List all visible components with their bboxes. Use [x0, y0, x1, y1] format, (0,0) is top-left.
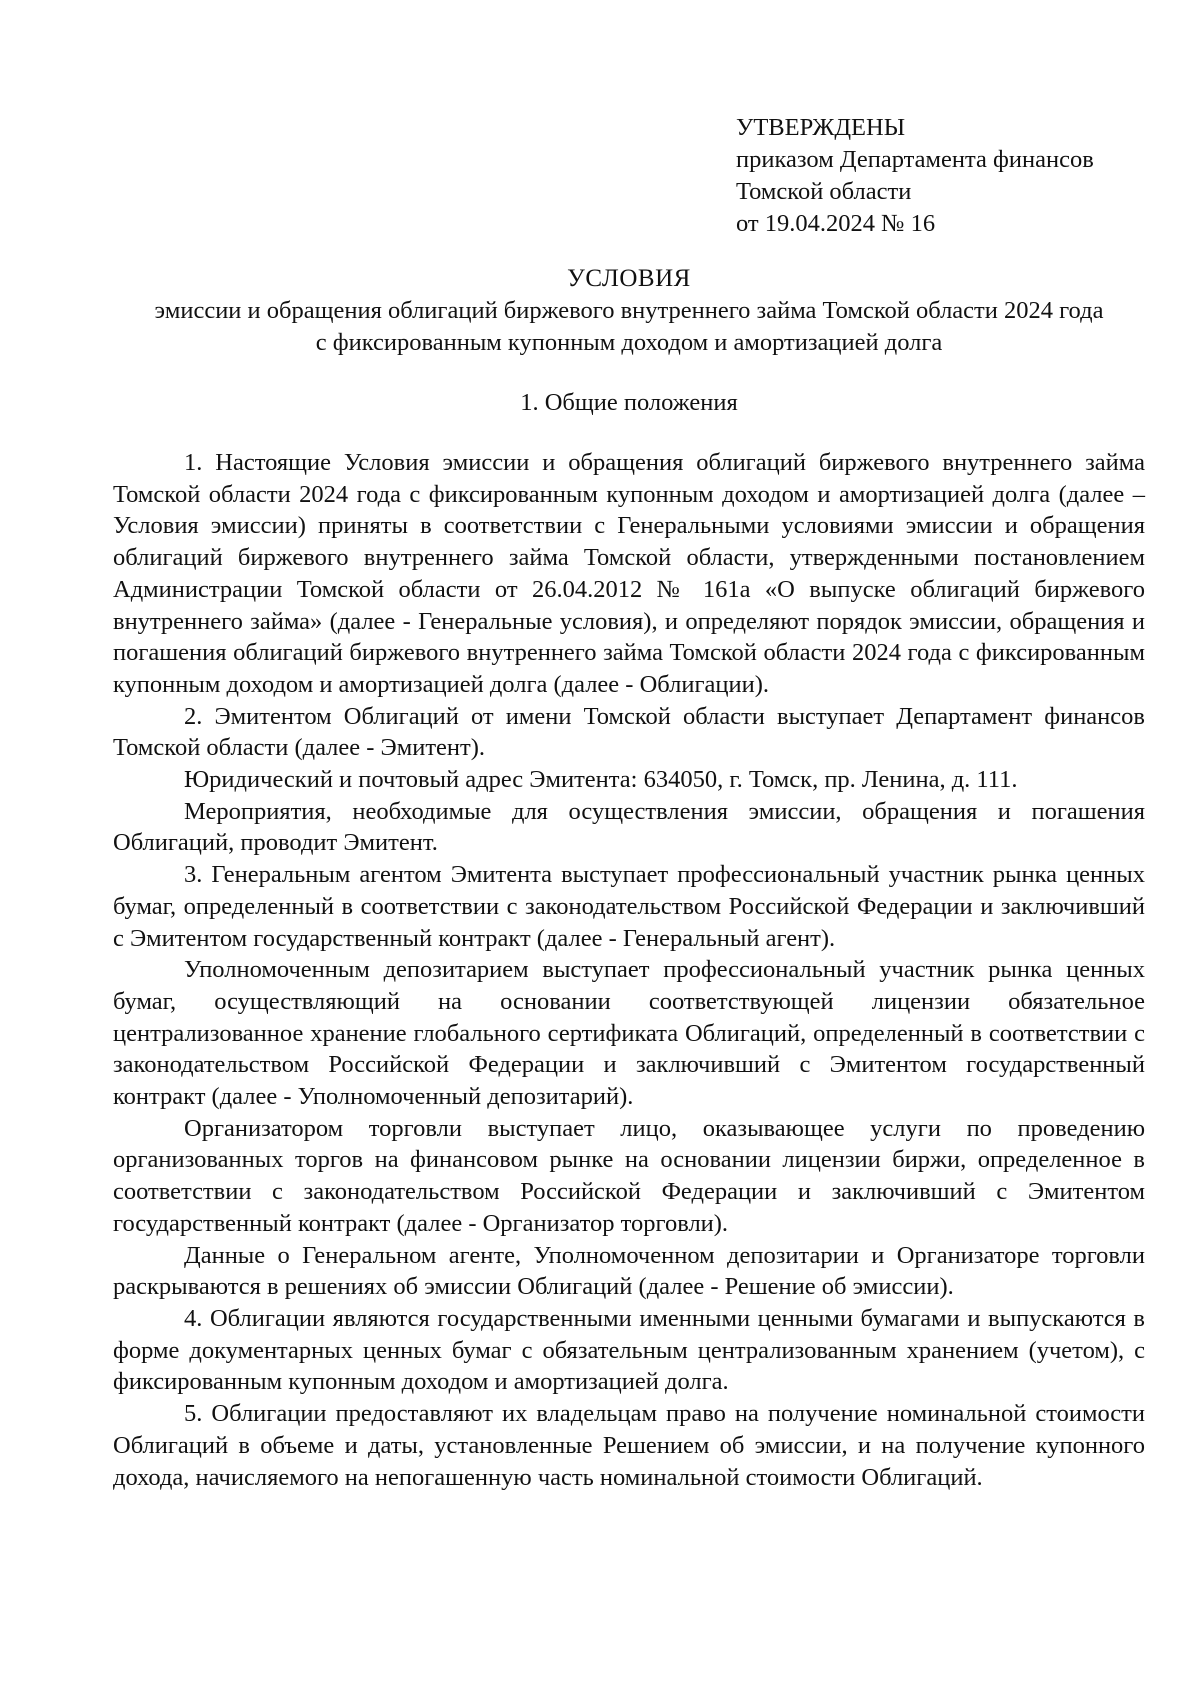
- paragraph-10: 5. Облигации предоставляют их владельцам право на получение номинальной стоимости Облигаций в объеме и даты, установленные Решением об эмиссии, и на получение купонного дохода, начисляемого на непогашенную часть номинальной стоимости Облигаций.: [113, 1400, 1145, 1491]
- document-subtitle-line-1: эмиссии и обращения облигаций биржевого внутреннего займа Томской области 2024 года: [154, 297, 1104, 324]
- paragraph-4: Мероприятия, необходимые для осуществления эмиссии, обращения и погашения Облигаций, проводит Эмитент.: [113, 797, 1145, 857]
- document-subtitle-line-2: с фиксированным купонным доходом и амортизацией долга: [315, 329, 943, 356]
- approval-stamp: [736, 112, 1176, 240]
- approval-line-1: УТВЕРЖДЕНЫ: [736, 114, 906, 141]
- approval-line-2: приказом Департамента финансов: [736, 146, 1094, 173]
- section-heading: 1. Общие положения: [520, 389, 738, 416]
- document-title-block: [113, 263, 1145, 359]
- paragraph-5: 3. Генеральным агентом Эмитента выступает профессиональный участник рынка ценных бумаг, определенный в соответствии с законодательством Российской Федерации и заключивший с Эмитентом государственный контракт (далее - Генеральный агент).: [113, 861, 1145, 952]
- paragraph-1: 1. Настоящие Условия эмиссии и обращения облигаций биржевого внутреннего займа Томской области 2024 года с фиксированным купонным доходом и амортизацией долга (далее – Условия эмиссии) приняты в соответствии с Генеральными условиями эмиссии и обращения облигаций биржевого внутреннего займа Томской области, утвержденными постановлением Администрации Томской области от 26.04.2012 № 161а «О выпуске облигаций биржевого внутреннего займа» (далее - Генеральные условия), и определяют порядок эмиссии, обращения и погашения облигаций биржевого внутреннего займа Томской области 2024 года с фиксированным купонным доходом и амортизацией долга (далее - Облигации).: [113, 449, 1145, 698]
- paragraph-8: Данные о Генеральном агенте, Уполномоченном депозитарии и Организаторе торговли раскрываются в решениях об эмиссии Облигаций (далее - Решение об эмиссии).: [113, 1241, 1145, 1301]
- document-body: [113, 447, 1145, 1493]
- paragraph-3: Юридический и почтовый адрес Эмитента: 634050, г. Томск, пр. Ленина, д. 111.: [184, 766, 1018, 794]
- approval-line-3: Томской области: [736, 178, 912, 205]
- paragraph-9: 4. Облигации являются государственными именными ценными бумагами и выпускаются в форме документарных ценных бумаг с обязательным централизованным хранением (учетом), с фиксированным купонным доходом и амортизацией долга.: [113, 1304, 1145, 1396]
- paragraph-2: 2. Эмитентом Облигаций от имени Томской области выступает Департамент финансов Томской области (далее - Эмитент).: [113, 702, 1145, 762]
- paragraph-7: Организатором торговли выступает лицо, оказывающее услуги по проведению организованных торгов на финансовом рынке на основании лицензии биржи, определенное в соответствии с законодательством Российской Федерации и заключивший с Эмитентом государственный контракт (далее - Организатор торговли).: [113, 1114, 1145, 1237]
- approval-line-4: от 19.04.2024 № 16: [736, 210, 936, 237]
- paragraph-6: Уполномоченным депозитарием выступает профессиональный участник рынка ценных бумаг, осуществляющий на основании соответствующей лицензии обязательное централизованное хранение глобального сертификата Облигаций, определенный в соответствии с законодательством Российской Федерации и заключивший с Эмитентом государственный контракт (далее - Уполномоченный депозитарий).: [113, 956, 1145, 1111]
- document-title: УСЛОВИЯ: [567, 265, 691, 292]
